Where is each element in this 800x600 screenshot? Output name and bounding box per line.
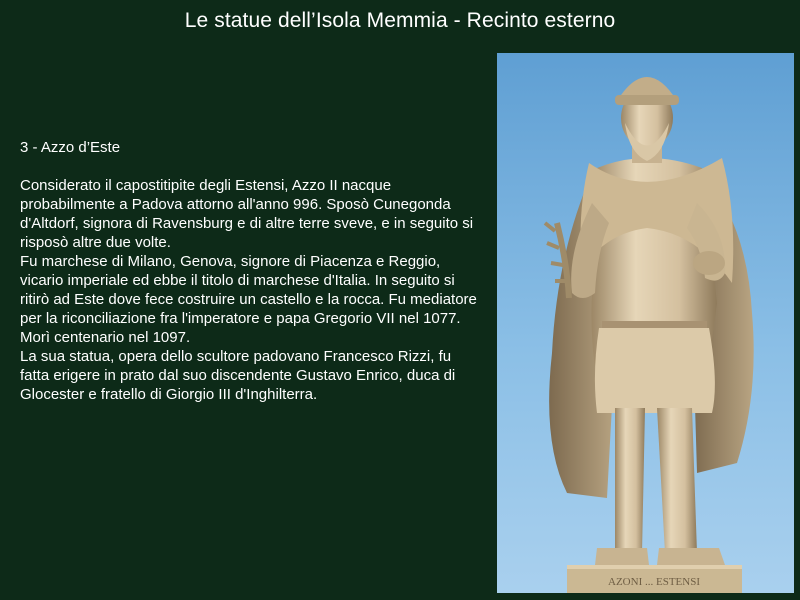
statue-illustration: [497, 53, 794, 593]
description-text: [20, 176, 480, 404]
slide-title: Le statue dell’Isola Memmia - Recinto esterno: [184, 9, 616, 32]
paragraph-3: La sua statua, opera dello scultore padovano Francesco Rizzi, fu fatta erigere in prato dal suo discendente Gustavo Enrico, duca di Glocester e fratello di Giorgio III d'Inghilterra.: [20, 348, 456, 403]
statue-photo: [497, 53, 794, 593]
paragraph-2: Fu marchese di Milano, Genova, signore di Piacenza e Reggio, vicario imperiale ed ebbe il titolo di marchese d'Italia. In seguito si ritirò ad Este dove fece costruire un castello e la rocca. Fu mediatore per la riconciliazione fra l'imperatore e papa Gregorio VII nel 1077. Morì centenario nel 1097.: [20, 253, 477, 346]
pedestal-inscription: AZONI ... ESTENSI: [608, 576, 700, 588]
statue-heading: 3 - Azzo d’Este: [20, 139, 121, 156]
paragraph-1: Considerato il capostitipite degli Estensi, Azzo II nacque probabilmente a Padova attorno all'anno 996. Sposò Cunegonda d'Altdorf, signora di Ravensburg e di altre terre sveve, e in seguito si risposò altre due volte.: [20, 177, 474, 251]
